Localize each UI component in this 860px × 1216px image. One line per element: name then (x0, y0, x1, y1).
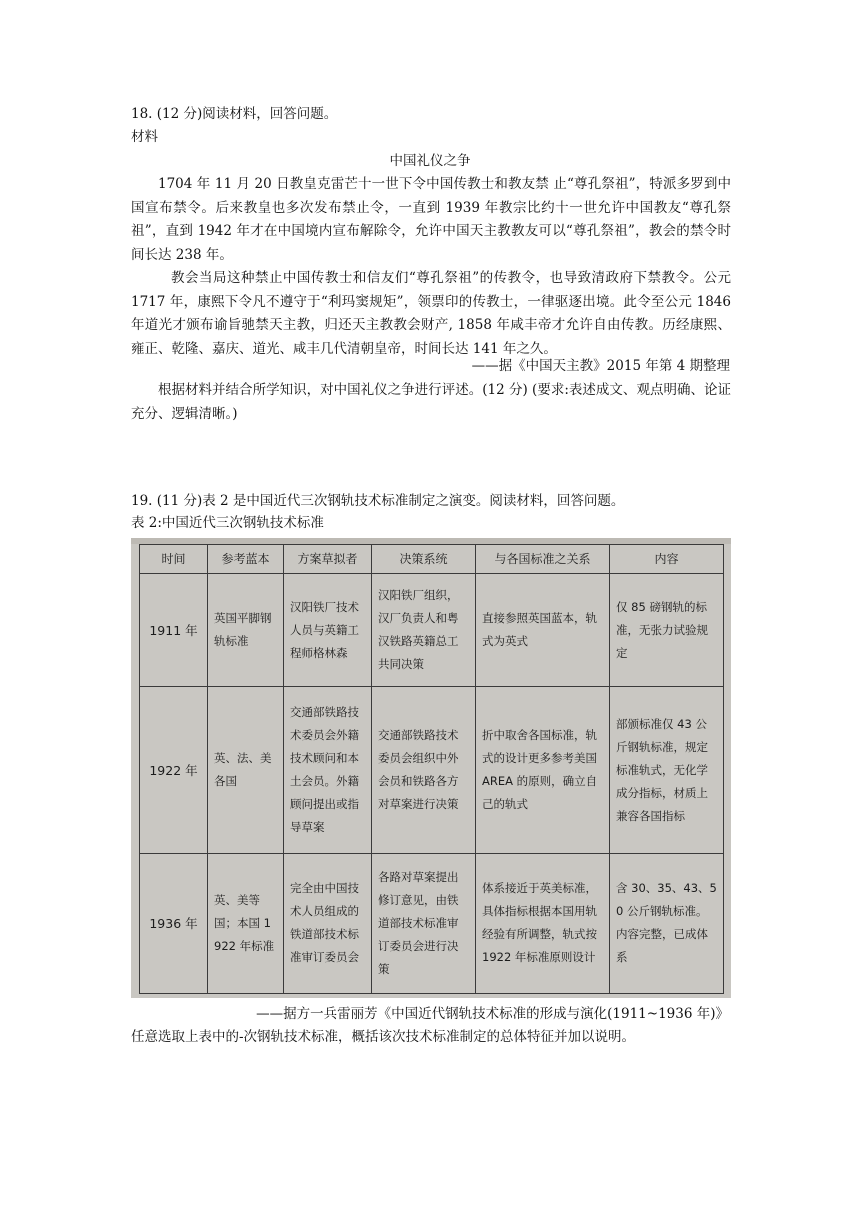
cell-drafter: 完全由中国技术人员组成的铁道部技术标准审订委员会 (284, 853, 372, 993)
cell-reference: 英、美等国；本国 1922 年标准 (208, 853, 284, 993)
table-row (140, 687, 724, 854)
q18-material-title: 中国礼仪之争 (389, 153, 471, 169)
q19-task: 任意选取上表中的-次钢轨技术标准，概括该次技术标准制定的总体特征并加以说明。 (131, 1029, 636, 1045)
cell-relation: 直接参照英国蓝本，轨式为英式 (476, 574, 610, 687)
cell-year: 1922 年 (140, 687, 208, 854)
cell-decision: 交通部铁路技术委员会组织中外会员和铁路各方对草案进行决策 (372, 687, 476, 854)
header-time: 时间 (140, 545, 208, 574)
q18-paragraph-2: 教会当局这种禁止中国传教士和信友们“尊孔祭祖”的传教令，也导致清政府下禁教令。公元 1717 年，康熙下令凡不遵守于“利玛窦规矩”，领票印的传教士，一律驱逐出境。此令至公元 1846 年道光才颁布谕旨驰禁天主教，归还天主教教会财产, 1858 年咸丰帝才允许自由传教。历经康熙、雍正、乾隆、嘉庆、道光、咸丰几代清朝皇帝，时间长达 141 年之久。 (131, 270, 731, 357)
rail-standards-table (139, 544, 724, 994)
cell-year: 1936 年 (140, 853, 208, 993)
cell-decision: 汉阳铁厂组织，汉厂负责人和粤汉铁路英籍总工共同决策 (372, 574, 476, 687)
table-photo (131, 538, 731, 998)
header-relation: 与各国标准之关系 (476, 545, 610, 574)
cell-content: 含 30、35、43、50 公斤钢轨标准。内容完整，已成体系 (610, 853, 724, 993)
q19-source: ——据方一兵雷丽芳《中国近代钢轨技术标准的形成与演化(1911~1936 年)》 (256, 1006, 729, 1022)
q19-table-caption: 表 2:中国近代三次钢轨技术标准 (131, 515, 324, 531)
cell-relation: 体系接近于英美标准，具体指标根据本国用轨经验有所调整，轨式按 1922 年标准原则设计 (476, 853, 610, 993)
cell-reference: 英国平脚钢轨标准 (208, 574, 284, 687)
cell-reference: 英、法、美各国 (208, 687, 284, 854)
cell-relation: 折中取舍各国标准，轨式的设计更多参考美国 AREA 的原则，确立自己的轨式 (476, 687, 610, 854)
cell-content: 仅 85 磅钢轨的标准，无张力试验规定 (610, 574, 724, 687)
cell-year: 1911 年 (140, 574, 208, 687)
cell-content: 部颁标准仅 43 公斤钢轨标准，规定标准轨式，无化学成分指标，材质上兼容各国指标 (610, 687, 724, 854)
table-row (140, 853, 724, 993)
q18-material-label: 材料 (131, 129, 158, 145)
q18-task: 根据材料并结合所学知识，对中国礼仪之争进行评述。(12 分) (要求:表述成文、观点明确、论证充分、逻辑清晰。) (131, 382, 731, 422)
cell-drafter: 汉阳铁厂技术人员与英籍工程师格林森 (284, 574, 372, 687)
table-row (140, 574, 724, 687)
q18-source: ——据《中国天主教》2015 年第 4 期整理 (471, 358, 730, 374)
header-content: 内容 (610, 545, 724, 574)
header-drafter: 方案草拟者 (284, 545, 372, 574)
cell-drafter: 交通部铁路技术委员会外籍技术顾问和本土会员。外籍顾问提出或指导草案 (284, 687, 372, 854)
q18-heading: 18. (12 分)阅读材料，回答问题。 (131, 106, 338, 122)
header-reference: 参考蓝本 (208, 545, 284, 574)
q18-paragraph-1: 1704 年 11 月 20 日教皇克雷芒十一世下令中国传教士和教友禁 止“尊孔祭祖”，特派多罗到中国宣布禁令。后来教皇也多次发布禁止令，一直到 1939 年教宗比约十一世允许中国教友“尊孔祭祖”，直到 1942 年才在中国境内宣布解除令，允许中国天主教教友可以“尊孔祭祖”，教会的禁令时间长达 238 年。 (131, 176, 731, 263)
table-header-row (140, 545, 724, 574)
cell-decision: 各路对草案提出修订意见，由铁道部技术标准审订委员会进行决策 (372, 853, 476, 993)
q19-heading: 19. (11 分)表 2 是中国近代三次钢轨技术标准制定之演变。阅读材料，回答问题。 (131, 493, 625, 509)
header-decision: 决策系统 (372, 545, 476, 574)
